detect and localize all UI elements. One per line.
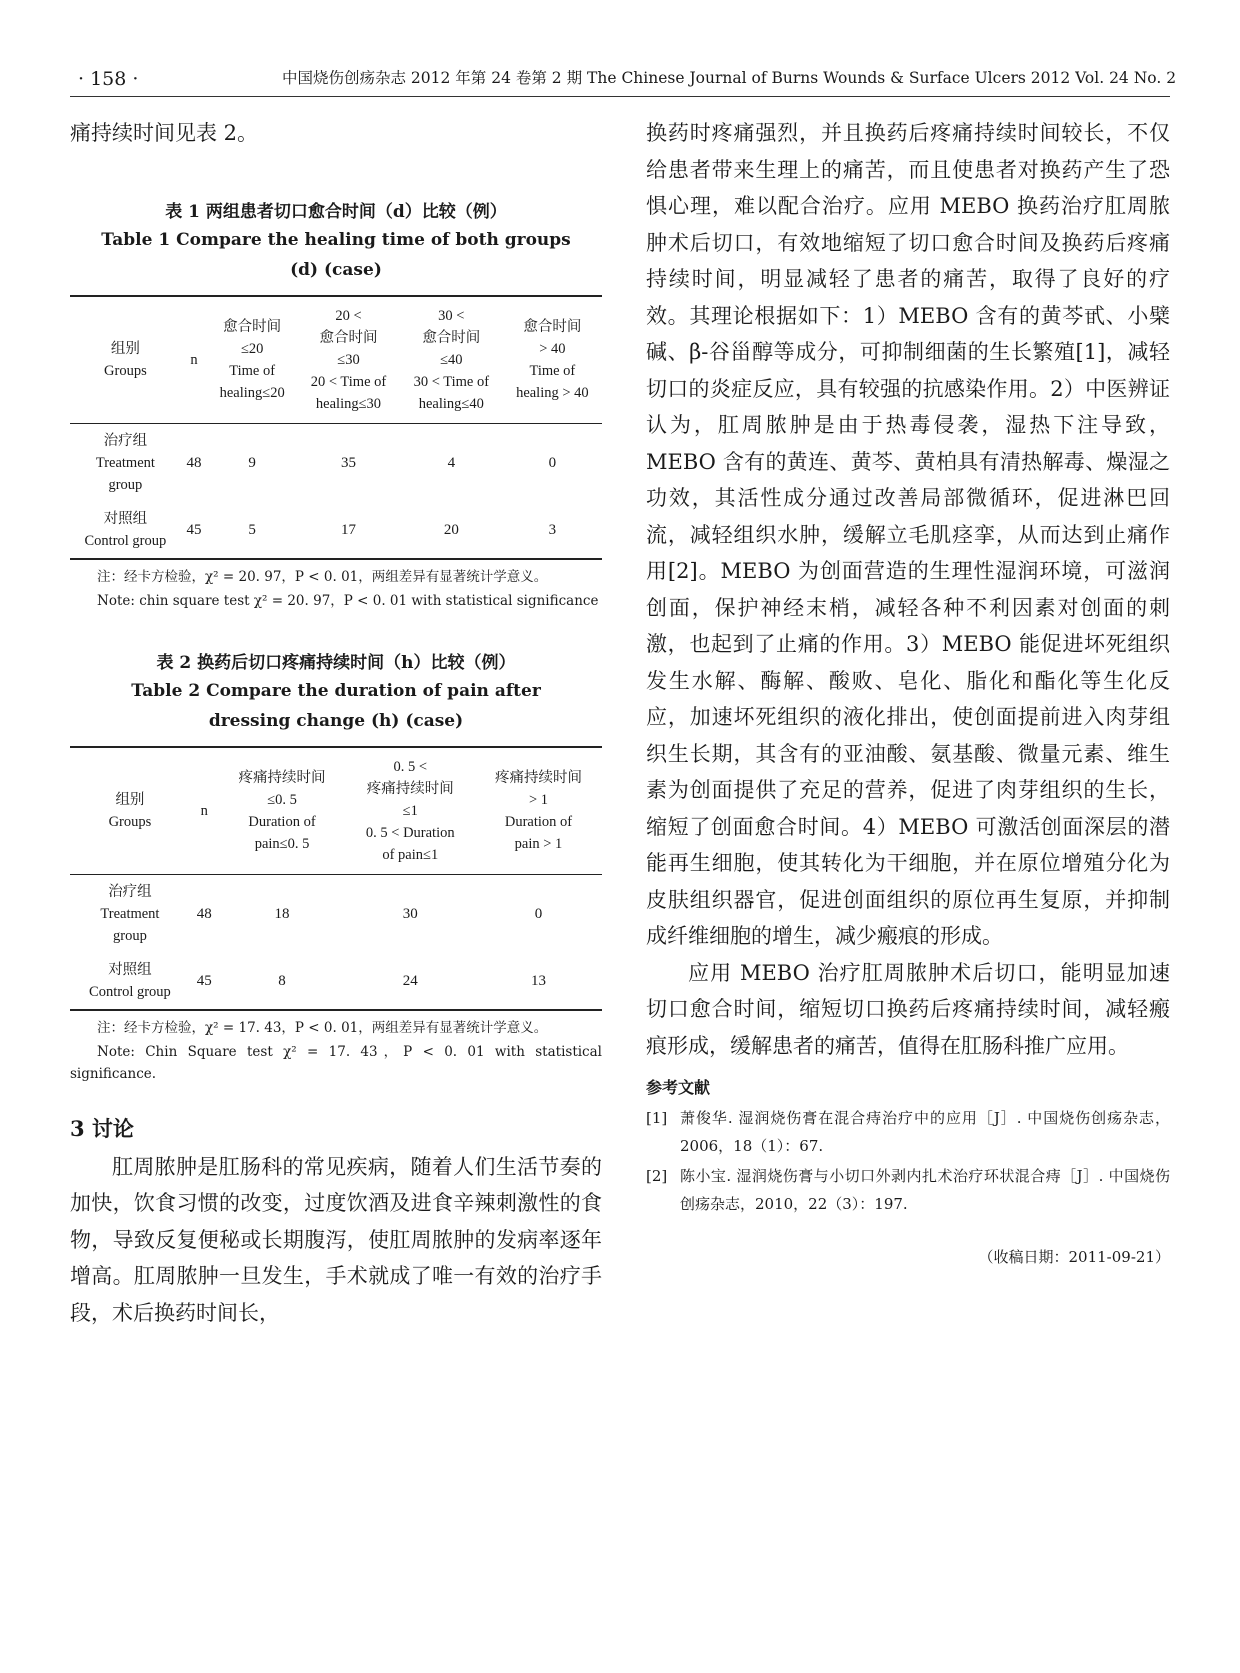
table-cell: 48 <box>186 454 202 471</box>
table1-title-cn: 表 1 两组患者切口愈合时间（d）比较（例） <box>165 201 507 222</box>
group-label-text: Treatment <box>95 454 155 471</box>
reference-text: 萧俊华. 湿润烧伤膏在混合痔治疗中的应用［J］. 中国烧伤创疡杂志，2006，18（1）：67. <box>680 1109 1170 1155</box>
reference-list <box>646 1104 1170 1218</box>
reference-number: [1] <box>646 1109 668 1127</box>
table2-header-cell <box>475 747 602 875</box>
table2-header-text: pain > 1 <box>514 835 563 852</box>
table1-header-cell <box>181 296 208 424</box>
table1-header-row <box>70 296 602 424</box>
table2-header-text: of pain≤1 <box>382 846 439 863</box>
table-cell: 5 <box>248 521 256 538</box>
table1-header-cell <box>297 296 400 424</box>
table1-header-cell <box>207 296 297 424</box>
table1-header-text: 愈合时间 <box>422 329 481 346</box>
table1 <box>70 295 602 560</box>
group-label-text: Control group <box>84 532 167 549</box>
table-cell: 24 <box>402 972 418 989</box>
reference-number: [2] <box>646 1167 668 1185</box>
group-label <box>70 953 190 1010</box>
reference-item <box>646 1162 1170 1218</box>
table-row <box>70 502 602 559</box>
table-cell: 45 <box>186 521 202 538</box>
table-row <box>70 423 602 502</box>
table1-header-text: ≤30 <box>337 351 360 368</box>
group-label-text: group <box>108 476 143 493</box>
table2-header-text: 0. 5 < Duration <box>365 824 455 841</box>
table1-note-cn: 注：经卡方检验，χ² = 20. 97，P < 0. 01，两组差异有显著统计学意义。 <box>97 568 548 585</box>
discussion-paragraph-continued: 换药时疼痛强烈，并且换药后疼痛持续时间较长，不仅给患者带来生理上的痛苦，而且使患者对换药产生了恐惧心理，难以配合治疗。应用 MEBO 换药治疗肛周脓肿术后切口，有效地缩短了切口愈合时间及换药后疼痛持续时间，明显减轻了患者的痛苦，取得了良好的疗效。其理论根据如下：1）MEBO 含有的黄芩甙、小檗碱、β-谷甾醇等成分，可抑制细菌的生长繁殖[1]，减轻切口的炎症反应，具有较强的抗感染作用。2）中医辨证认为，肛周脓肿是由于热毒侵袭，湿热下注导致，MEBO 含有的黄连、黄芩、黄柏具有清热解毒、燥湿之功效，其活性成分通过改善局部微循环，促进淋巴回流，减轻组织水肿，缓解立毛肌痉挛，从而达到止痛作用[2]。MEBO 为创面营造的生理性湿润环境，可滋润创面，保护神经末梢，减轻各种不利因素对创面的刺激，也起到了止痛的作用。3）MEBO 能促进坏死组织发生水解、酶解、酸败、皂化、脂化和酯化等生化反应，加速坏死组织的液化排出，使创面提前进入肉芽组织生长期，其含有的亚油酸、氨基酸、微量元素、维生素为创面提供了充足的营养，促进了肉芽组织的生长，缩短了创面愈合时间。4）MEBO 可激活创面深层的潜能再生细胞，使其转化为干细胞，并在原位增殖分化为皮肤组织器官，促进创面组织的原位再生复原，并抑制成纤维细胞的增生，减少瘢痕的形成。 <box>646 121 1170 948</box>
table1-header-text: healing≤20 <box>219 384 285 401</box>
table1-header-text: healing > 40 <box>516 384 589 401</box>
table1-header-text: 愈合时间 <box>223 318 282 335</box>
left-column <box>70 115 602 1331</box>
table-cell: 0 <box>548 454 557 471</box>
table1-header-text: 30 < Time of <box>413 373 490 390</box>
table-cell: 13 <box>530 972 546 989</box>
intro-line: 痛持续时间见表 2。 <box>70 121 259 145</box>
table-cell: 35 <box>340 454 356 471</box>
table-cell: 20 <box>443 521 459 538</box>
table2-header-text: Duration of <box>504 813 573 830</box>
table2-header-text: 疼痛持续时间 <box>238 769 326 786</box>
table2 <box>70 746 602 1011</box>
table2-header-text: n <box>200 802 208 819</box>
group-label <box>70 502 181 559</box>
table2-header-row <box>70 747 602 875</box>
table1-title-en: Table 1 Compare the healing time of both groups (d) (case) <box>101 229 571 280</box>
group-label-text: 治疗组 <box>103 432 148 449</box>
table-row <box>70 874 602 953</box>
table2-header-cell <box>70 747 190 875</box>
table2-header-cell <box>219 747 346 875</box>
section-heading-discussion: 3 讨论 <box>70 1115 134 1141</box>
table-cell: 4 <box>447 454 456 471</box>
table-cell: 45 <box>196 972 212 989</box>
table2-header-text: ≤1 <box>402 802 418 819</box>
group-label-text: Control group <box>89 983 171 1000</box>
table-cell: 8 <box>278 972 286 989</box>
header-rule <box>70 96 1170 97</box>
table1-header-text: 20 < Time of <box>310 373 387 390</box>
conclusion-paragraph: 应用 MEBO 治疗肛周脓肿术后切口，能明显加速切口愈合时间，缩短切口换药后疼痛持续时间，减轻瘢痕形成，缓解患者的痛苦，值得在肛肠科推广应用。 <box>646 960 1170 1058</box>
table2-title-cn: 表 2 换药后切口疼痛持续时间（h）比较（例） <box>156 652 516 673</box>
table1-header-text: healing≤30 <box>315 395 382 412</box>
table2-header-text: > 1 <box>528 791 548 808</box>
discussion-paragraph: 肛周脓肿是肛肠科的常见疾病，随着人们生活节奏的加快，饮食习惯的改变，过度饮酒及进食辛辣刺激性的食物，导致反复便秘或长期腹泻，使肛周脓肿的发病率逐年增高。肛周脓肿一旦发生，手术就成了唯一有效的治疗手段，术后换药时间长， <box>70 1154 602 1325</box>
table1-header-cell <box>70 296 181 424</box>
table2-header-text: ≤0. 5 <box>267 791 297 808</box>
reference-text: 陈小宝. 湿润烧伤膏与小切口外剥内扎术治疗环状混合痔［J］. 中国烧伤创疡杂志，2010，22（3）：197. <box>680 1167 1170 1213</box>
table1-header-text: Groups <box>104 362 147 379</box>
table1-header-text: Time of <box>229 362 276 379</box>
table1-header-text: ≤40 <box>440 351 463 368</box>
table1-header-text: healing≤40 <box>418 395 484 412</box>
table2-title-en: Table 2 Compare the duration of pain after dressing change (h) (case) <box>131 680 541 731</box>
group-label-text: 对照组 <box>108 961 152 978</box>
group-label <box>70 874 190 953</box>
table-cell: 30 <box>402 905 418 922</box>
group-label <box>70 423 181 502</box>
journal-running-header: 中国烧伤创疡杂志 2012 年第 24 卷第 2 期 The Chinese Journal of Burns Wounds & Surface Ulcers 2012 Vol. 24 No. 2 <box>282 69 1177 87</box>
table-cell: 9 <box>248 454 256 471</box>
table-row <box>70 953 602 1010</box>
table1-header-text: 组别 <box>110 340 140 357</box>
table-cell: 18 <box>274 905 290 922</box>
table2-header-text: 组别 <box>115 791 145 808</box>
group-label-text: group <box>113 927 147 944</box>
table1-header-text: n <box>190 351 198 368</box>
table2-header-text: pain≤0. 5 <box>254 835 310 852</box>
table2-header-text: 疼痛持续时间 <box>494 769 582 786</box>
table2-header-text: Duration of <box>248 813 316 830</box>
right-column <box>646 115 1170 1267</box>
table-cell: 3 <box>548 521 557 538</box>
received-date: （收稿日期：2011-09-21） <box>978 1248 1170 1266</box>
table2-note-cn: 注：经卡方检验，χ² = 17. 43，P < 0. 01，两组差异有显著统计学意义。 <box>97 1019 548 1036</box>
table-cell: 0 <box>534 905 543 922</box>
group-label-text: 治疗组 <box>108 883 152 900</box>
table2-header-cell <box>190 747 219 875</box>
table2-header-cell <box>346 747 475 875</box>
table1-note-en: Note: chin square test χ² = 20. 97，P < 0. 01 with statistical significance <box>97 592 599 609</box>
group-label-text: 对照组 <box>103 510 148 527</box>
table-cell: 48 <box>196 905 212 922</box>
table1-header-text: 愈合时间 <box>319 329 378 346</box>
table1-header-text: > 40 <box>539 340 566 357</box>
group-label-text: Treatment <box>100 905 160 922</box>
table1-header-text: ≤20 <box>240 340 264 357</box>
table1-header-cell <box>503 296 602 424</box>
table1-header-text: 30 < <box>438 307 465 324</box>
reference-item <box>646 1104 1170 1160</box>
table2-header-text: 0. 5 < <box>393 758 428 775</box>
table1-header-cell <box>400 296 503 424</box>
page-number: · 158 · <box>78 68 139 90</box>
table1-header-text: 20 < <box>335 307 362 324</box>
table2-note-en: Note: Chin Square test χ² = 17. 43，P < 0. 01 with statistical significance. <box>70 1043 602 1082</box>
table2-header-text: Groups <box>108 813 152 830</box>
table2-header-text: 疼痛持续时间 <box>366 780 454 797</box>
table-cell: 17 <box>340 521 356 538</box>
table1-header-text: Time of <box>529 362 576 379</box>
references-heading: 参考文献 <box>646 1078 711 1097</box>
table1-header-text: 愈合时间 <box>523 318 582 335</box>
